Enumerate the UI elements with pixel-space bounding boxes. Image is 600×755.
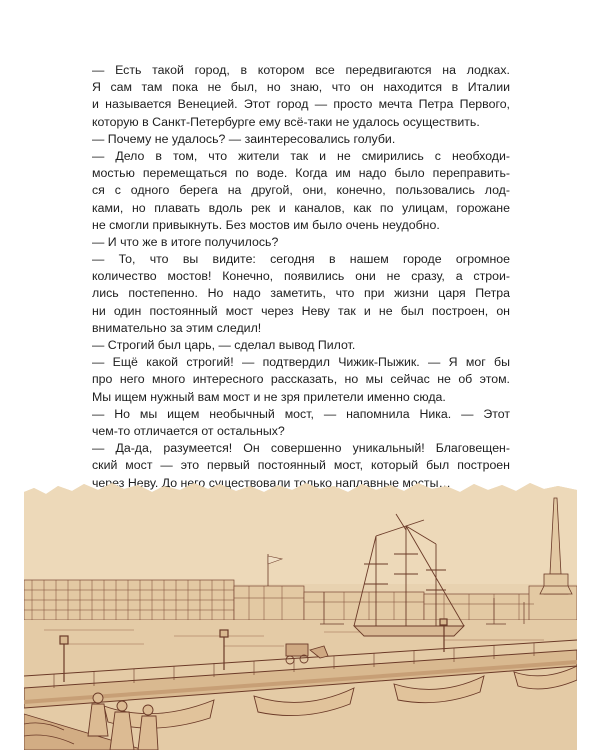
text-line: мостью перемещаться по воде. Когда им надо было переправить- xyxy=(92,166,510,181)
text-line: — И что же в итоге получилось? xyxy=(92,234,279,249)
text-line: — Строгий был царь, — сделал вывод Пилот. xyxy=(92,338,356,352)
bridge-illustration xyxy=(24,474,577,750)
text-line: ся с одного берега на другой, они, конечно, пользовались лод- xyxy=(92,183,510,198)
story-text xyxy=(92,62,510,492)
text-line: — Есть такой город, в котором все передвигаются на лодках. xyxy=(92,63,510,77)
text-line: не смогли привыкнуть. Без мостов им было очень неудобно. xyxy=(92,217,440,232)
text-line: внимательно за этим следил! xyxy=(92,320,262,335)
text-line: ский мост — это первый постоянный мост, который был построен xyxy=(92,458,510,473)
text-line: — Ещё какой строгий! — подтвердил Чижик-Пыжик. — Я мог бы xyxy=(92,355,510,370)
text-line: ни один постоянный мост через Неву так и не был построен, он xyxy=(92,303,510,318)
text-line: — То, что вы видите: сегодня в нашем городе огромное xyxy=(92,252,510,267)
text-line: Я сам там пока не был, но знаю, что он находится в Италии xyxy=(92,80,510,95)
text-line: ками, но плавать вдоль рек и каналов, как по улицам, горожане xyxy=(92,200,510,215)
text-line: Мы ищем нужный вам мост и не зря прилетели именно сюда. xyxy=(92,389,446,404)
text-line: — Дело в том, что жители так и не смирились с необходи- xyxy=(92,148,510,163)
text-line: количество мостов! Конечно, появились они не сразу, а строи- xyxy=(92,269,510,284)
text-line: лись постепенно. Но надо заметить, что при жизни царя Петра xyxy=(92,286,510,301)
text-line: про него много интересного рассказать, но мы сейчас не об этом. xyxy=(92,372,510,387)
text-line: чем-то отличается от остальных? xyxy=(92,423,285,438)
text-line: — Почему не удалось? — заинтересовались голуби. xyxy=(92,131,396,146)
text-line: которую в Санкт-Петербурге ему всё-таки не удалось осуществить. xyxy=(92,114,480,129)
text-line: через Неву. До него существовали только наплавные мосты… xyxy=(92,475,451,490)
text-line: — Но мы ищем необычный мост, — напомнила Ника. — Этот xyxy=(92,406,510,421)
text-line: — Да-да, разумеется! Он совершенно уникальный! Благовещен- xyxy=(92,441,510,456)
text-line: и называется Венецией. Этот город — просто мечта Петра Первого, xyxy=(92,97,510,112)
